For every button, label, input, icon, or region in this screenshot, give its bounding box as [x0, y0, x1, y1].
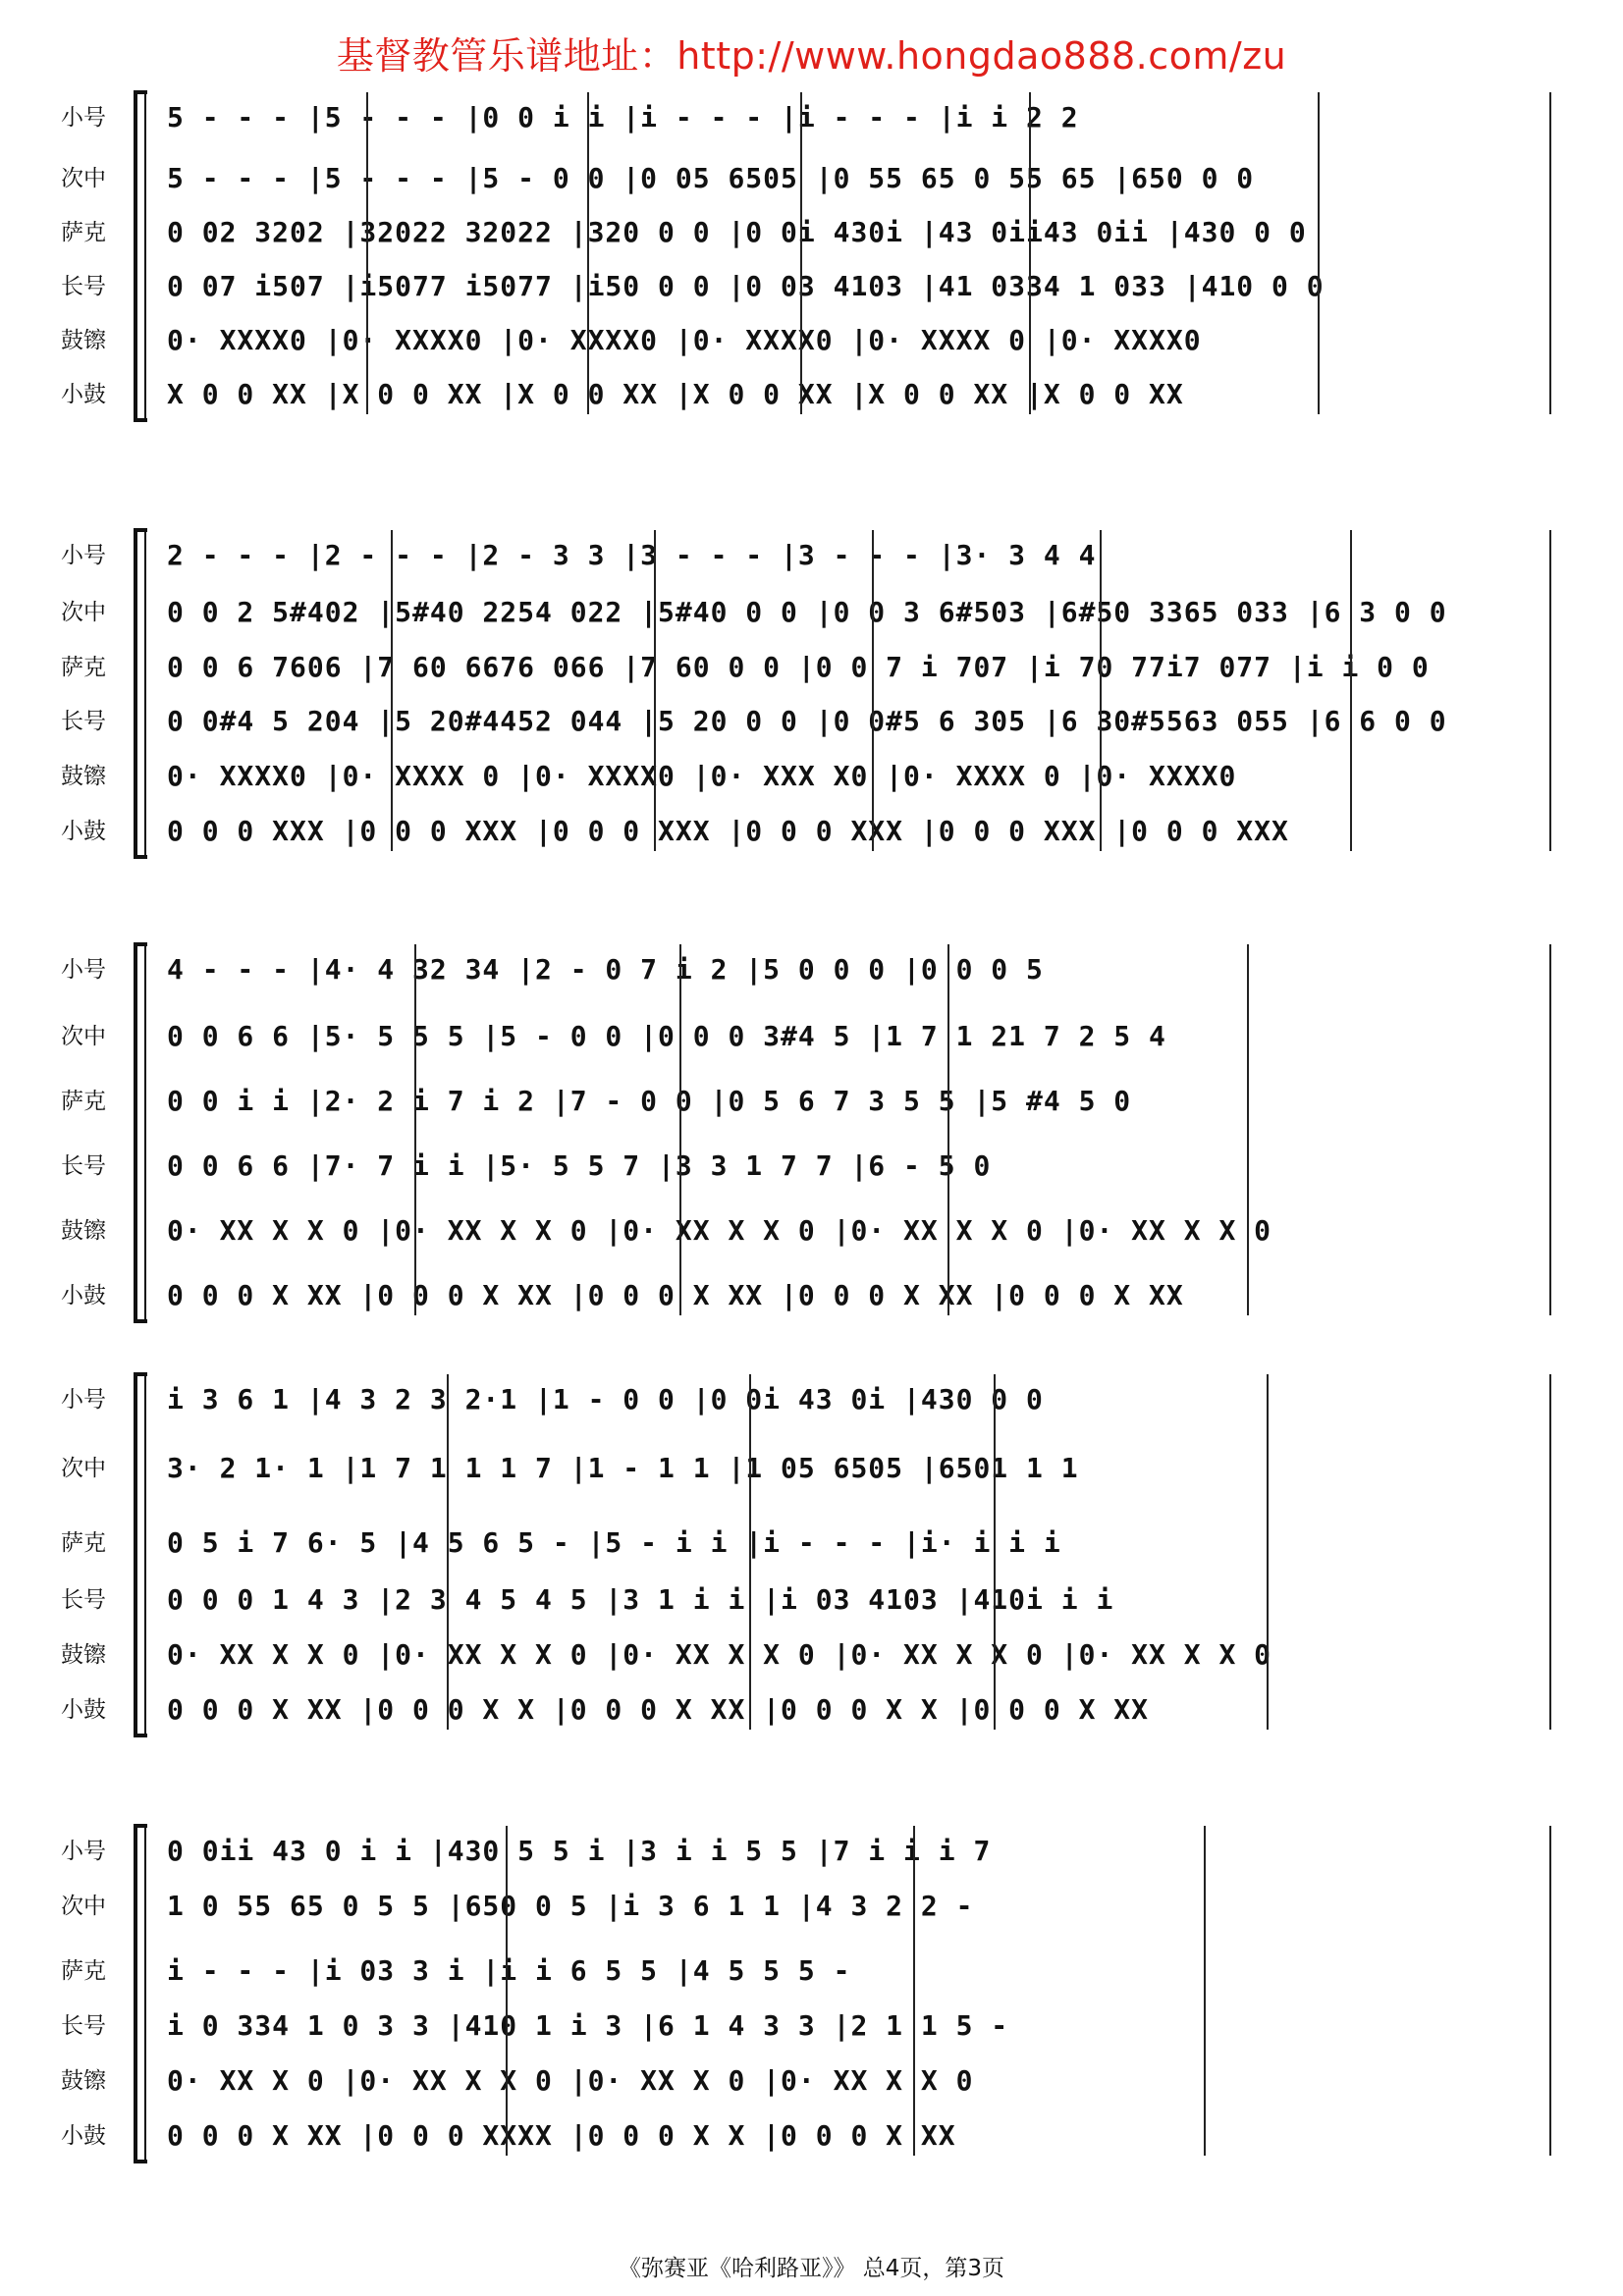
- notation-line: 0 0 0 X XX |0 0 0 X XX |0 0 0 X XX |0 0 0 X XX |0 0 0 X XX: [167, 1279, 1184, 1311]
- instrument-label: 小鼓: [61, 1283, 106, 1308]
- instrument-label: 萨克: [61, 1089, 106, 1114]
- instrument-label: 小号: [61, 543, 106, 568]
- notation-line: 0· XXXX0 |0· XXXX0 |0· XXXX0 |0· XXXX0 |0· XXXX 0 |0· XXXX0: [167, 324, 1202, 356]
- score-system: [0, 950, 1623, 1315]
- instrument-label: 萨克: [61, 655, 106, 680]
- system-bracket-inner: [144, 528, 146, 859]
- barline: [679, 944, 681, 1315]
- system-end-barline: [1549, 1374, 1551, 1730]
- barline: [1267, 1374, 1269, 1730]
- instrument-label: 长号: [61, 709, 106, 734]
- page-footer: 《弥赛亚《哈利路亚》》 总4页，第3页: [618, 2256, 1005, 2281]
- notation-line: 0 0 0 X XX |0 0 0 X X |0 0 0 X XX |0 0 0 X X |0 0 0 X XX: [167, 1693, 1150, 1726]
- staff-row: [0, 98, 1623, 137]
- instrument-label: 小鼓: [61, 2123, 106, 2149]
- notation-line: X 0 0 XX |X 0 0 XX |X 0 0 XX |X 0 0 XX |X 0 0 XX |X 0 0 XX: [167, 378, 1184, 410]
- page-header-url: 基督教管乐谱地址：http://www.hongdao888.com/zu: [336, 34, 1287, 78]
- staff-row: [0, 2006, 1623, 2046]
- notation-line: i 3 6 1 |4 3 2 3 2·1 |1 - 0 0 |0 0i 43 0i |430 0 0: [167, 1383, 1044, 1415]
- notation-line: 0· XX X X 0 |0· XX X X 0 |0· XX X X 0 |0· XX X X 0 |0· XX X X 0: [167, 1638, 1272, 1671]
- score-system: [0, 536, 1623, 851]
- staff-row: [0, 1276, 1623, 1315]
- staff-row: [0, 1887, 1623, 1926]
- barline: [749, 1374, 751, 1730]
- notation-line: 0· XXXX0 |0· XXXX 0 |0· XXXX0 |0· XXX X0 |0· XXXX 0 |0· XXXX0: [167, 760, 1237, 792]
- notation-line: 0· XX X X 0 |0· XX X X 0 |0· XX X X 0 |0· XX X X 0 |0· XX X X 0: [167, 1214, 1272, 1247]
- instrument-label: 次中: [61, 1894, 106, 1919]
- notation-line: 1 0 55 65 0 5 5 |650 0 5 |i 3 6 1 1 |4 3 2 2 -: [167, 1890, 974, 1922]
- notation-line: 0 0#4 5 204 |5 20#4452 044 |5 20 0 0 |0 0#5 6 305 |6 30#5563 055 |6 6 0 0: [167, 705, 1447, 737]
- notation-line: 0 0 0 1 4 3 |2 3 4 5 4 5 |3 1 i i |i 03 4103 |410i i i: [167, 1583, 1114, 1616]
- instrument-label: 次中: [61, 166, 106, 191]
- staff-row: [0, 159, 1623, 198]
- barline: [447, 1374, 449, 1730]
- instrument-label: 长号: [61, 1153, 106, 1179]
- instrument-label: 鼓镲: [61, 1218, 106, 1244]
- staff-row: [0, 757, 1623, 796]
- staff-row: [0, 1690, 1623, 1730]
- notation-line: 0 07 i507 |i5077 i5077 |i50 0 0 |0 03 4103 |41 0334 1 033 |410 0 0: [167, 270, 1325, 302]
- instrument-label: 长号: [61, 1587, 106, 1613]
- instrument-label: 萨克: [61, 1958, 106, 1984]
- instrument-label: 次中: [61, 1456, 106, 1481]
- staff-row: [0, 702, 1623, 741]
- staff-row: [0, 1449, 1623, 1488]
- notation-line: 3· 2 1· 1 |1 7 1 1 1 7 |1 - 1 1 |1 05 6505 |6501 1 1: [167, 1452, 1079, 1484]
- notation-line: 0 0 6 6 |7· 7 i i |5· 5 5 7 |3 3 1 7 7 |6 - 5 0: [167, 1149, 992, 1182]
- staff-row: [0, 1017, 1623, 1056]
- staff-row: [0, 593, 1623, 632]
- instrument-label: 小号: [61, 1387, 106, 1413]
- notation-line: 0 0ii 43 0 i i |430 5 5 i |3 i i 5 5 |7 i i i 7: [167, 1835, 992, 1867]
- notation-line: 0 0 2 5#402 |5#40 2254 022 |5#40 0 0 |0 0 3 6#503 |6#50 3365 033 |6 3 0 0: [167, 596, 1447, 628]
- notation-line: i 0 334 1 0 3 3 |410 1 i 3 |6 1 4 3 3 |2 1 1 5 -: [167, 2009, 1009, 2042]
- system-end-barline: [1549, 92, 1551, 414]
- staff-row: [0, 1832, 1623, 1871]
- staff-row: [0, 1082, 1623, 1121]
- instrument-label: 萨克: [61, 220, 106, 245]
- staff-row: [0, 1523, 1623, 1563]
- instrument-label: 次中: [61, 1024, 106, 1049]
- barline: [994, 1374, 996, 1730]
- barline: [414, 944, 416, 1315]
- system-bracket-inner: [144, 1824, 146, 2163]
- staff-row: [0, 1951, 1623, 1991]
- barline: [800, 92, 802, 414]
- notation-line: 0 0 6 7606 |7 60 6676 066 |7 60 0 0 |0 0 7 i 707 |i 70 77i7 077 |i i 0 0: [167, 651, 1430, 683]
- notation-line: 0 0 i i |2· 2 i 7 i 2 |7 - 0 0 |0 5 6 7 3 5 5 |5 #4 5 0: [167, 1085, 1132, 1117]
- instrument-label: 鼓镲: [61, 1642, 106, 1668]
- instrument-label: 小号: [61, 957, 106, 983]
- notation-line: 0 0 0 X XX |0 0 0 XXXX |0 0 0 X X |0 0 0 X XX: [167, 2119, 956, 2152]
- system-bracket-inner: [144, 90, 146, 422]
- barline: [872, 530, 874, 851]
- staff-row: [0, 1635, 1623, 1675]
- system-end-barline: [1549, 530, 1551, 851]
- staff-row: [0, 267, 1623, 306]
- barline: [1100, 530, 1102, 851]
- barline: [1204, 1826, 1206, 2156]
- notation-line: i - - - |i 03 3 i |i i 6 5 5 |4 5 5 5 -: [167, 1954, 851, 1987]
- barline: [1029, 92, 1031, 414]
- barline: [391, 530, 393, 851]
- score-system: [0, 1832, 1623, 2156]
- barline: [1247, 944, 1249, 1315]
- barline: [506, 1826, 508, 2156]
- instrument-label: 鼓镲: [61, 2068, 106, 2094]
- instrument-label: 长号: [61, 2013, 106, 2039]
- notation-line: 2 - - - |2 - - - |2 - 3 3 |3 - - - |3 - - - |3· 3 4 4: [167, 539, 1097, 571]
- score-system: [0, 1380, 1623, 1730]
- staff-row: [0, 648, 1623, 687]
- staff-row: [0, 1380, 1623, 1419]
- notation-line: 5 - - - |5 - - - |5 - 0 0 |0 05 6505 |0 55 65 0 55 65 |650 0 0: [167, 162, 1255, 194]
- instrument-label: 小鼓: [61, 1697, 106, 1723]
- staff-row: [0, 321, 1623, 360]
- notation-line: 0 0 0 XXX |0 0 0 XXX |0 0 0 XXX |0 0 0 XXX |0 0 0 XXX |0 0 0 XXX: [167, 815, 1289, 847]
- notation-line: 0 5 i 7 6· 5 |4 5 6 5 - |5 - i i |i - - - |i· i i i: [167, 1526, 1061, 1559]
- barline: [1350, 530, 1352, 851]
- score-system: [0, 98, 1623, 414]
- system-end-barline: [1549, 1826, 1551, 2156]
- barline: [947, 944, 949, 1315]
- barline: [587, 92, 589, 414]
- instrument-label: 小鼓: [61, 382, 106, 407]
- instrument-label: 长号: [61, 274, 106, 299]
- instrument-label: 小号: [61, 105, 106, 131]
- notation-line: 4 - - - |4· 4 32 34 |2 - 0 7 i 2 |5 0 0 0 |0 0 0 5: [167, 953, 1044, 986]
- instrument-label: 小鼓: [61, 819, 106, 844]
- staff-row: [0, 1580, 1623, 1620]
- staff-row: [0, 375, 1623, 414]
- instrument-label: 小号: [61, 1839, 106, 1864]
- instrument-label: 次中: [61, 600, 106, 625]
- staff-row: [0, 2116, 1623, 2156]
- staff-row: [0, 1211, 1623, 1251]
- instrument-label: 鼓镲: [61, 328, 106, 353]
- barline: [1318, 92, 1320, 414]
- barline: [913, 1826, 915, 2156]
- notation-line: 0· XX X 0 |0· XX X X 0 |0· XX X 0 |0· XX X X 0: [167, 2064, 974, 2097]
- notation-line: 0 0 6 6 |5· 5 5 5 |5 - 0 0 |0 0 0 3#4 5 |1 7 1 21 7 2 5 4: [167, 1020, 1166, 1052]
- staff-row: [0, 2061, 1623, 2101]
- staff-row: [0, 536, 1623, 575]
- staff-row: [0, 812, 1623, 851]
- notation-line: 5 - - - |5 - - - |0 0 i i |i - - - |i - - - |i i 2 2: [167, 101, 1079, 133]
- staff-row: [0, 950, 1623, 989]
- notation-line: 0 02 3202 |32022 32022 |320 0 0 |0 0i 430i |43 0ii43 0ii |430 0 0: [167, 216, 1307, 248]
- instrument-label: 鼓镲: [61, 764, 106, 789]
- barline: [366, 92, 368, 414]
- staff-row: [0, 213, 1623, 252]
- staff-row: [0, 1147, 1623, 1186]
- system-end-barline: [1549, 944, 1551, 1315]
- instrument-label: 萨克: [61, 1530, 106, 1556]
- barline: [654, 530, 656, 851]
- system-bracket-inner: [144, 942, 146, 1323]
